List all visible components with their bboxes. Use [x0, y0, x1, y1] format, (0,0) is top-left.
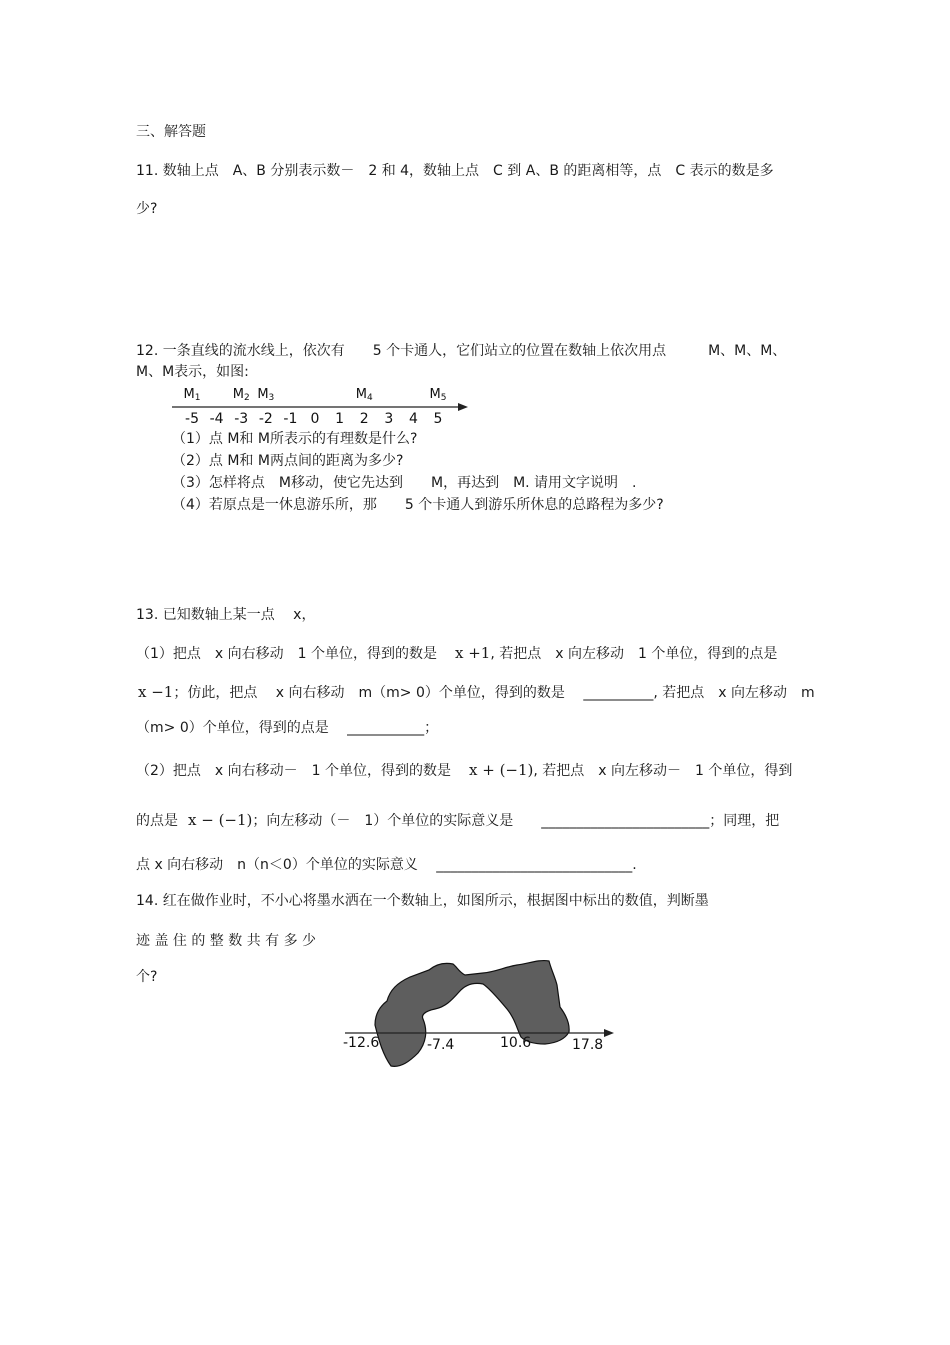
q14-line3: 个?	[136, 969, 158, 985]
q13-line6	[136, 811, 779, 830]
q11-line1: 11. 数轴上点 A、B 分别表示数－ 2 和 4，数轴上点 C 到 A、B 的距离相等，点 C 表示的数是多	[136, 163, 774, 179]
q13-line4: （m> 0）个单位，得到的点是 ___________；	[136, 720, 439, 736]
tick-label: 2	[359, 411, 369, 427]
point-label-m4: M4	[355, 387, 373, 403]
q14-ink-figure	[335, 955, 625, 1075]
q13-line5	[136, 761, 792, 780]
q14-axis-arrow-icon	[604, 1029, 614, 1037]
q14-label: 17.8	[572, 1037, 604, 1053]
q13-line7: 点 x 向右移动 n（n＜0）个单位的实际意义 ____________________________.	[136, 857, 637, 873]
section-title: 三、解答题	[136, 124, 206, 140]
q13-math-x-minus-1: x −1	[138, 683, 174, 701]
q14-label: -12.6	[343, 1035, 380, 1051]
tick-label: 5	[433, 411, 443, 427]
point-label-m5: M5	[429, 387, 447, 403]
q12-sub1: （1）点 M和 M所表示的有理数是什么?	[172, 431, 418, 447]
point-label-m3: M3	[257, 387, 275, 403]
q13-text: （1）把点 x 向右移动 1 个单位，得到的数是	[136, 646, 437, 662]
q13-line1: 13. 已知数轴上某一点 x，	[136, 607, 316, 623]
q12-sub3: （3）怎样将点 M移动，使它先达到 M，再达到 M. 请用文字说明 .	[172, 475, 637, 491]
tick-label: 4	[408, 411, 418, 427]
q13-math-x-plus-neg1: x + (−1)	[469, 761, 534, 779]
q14-line1: 14. 红在做作业时，不小心将墨水洒在一个数轴上，如图所示，根据图中标出的数值，判断墨	[136, 893, 709, 909]
q13-text: 的点是	[136, 813, 178, 829]
q12-line2: M、M表示，如图:	[136, 364, 249, 380]
tick-label: -1	[283, 411, 298, 427]
q13-text: ；仿此，把点 x 向右移动 m（m> 0）个单位，得到的数是 __________, 若把点 x 向左移动 m	[173, 685, 815, 701]
tick-label: -2	[258, 411, 273, 427]
tick-label: 0	[310, 411, 320, 427]
tick-label: -3	[234, 411, 249, 427]
q14-label: 10.6	[500, 1035, 532, 1051]
q12-sub2: （2）点 M和 M两点间的距离为多少?	[172, 453, 404, 469]
tick-label: -5	[185, 411, 199, 427]
q12-sub4: （4）若原点是一休息游乐所，那 5 个卡通人到游乐所休息的总路程为多少?	[172, 497, 664, 513]
q13-line2	[136, 644, 777, 663]
tick-label: 1	[335, 411, 345, 427]
q11-line2: 少?	[136, 201, 158, 217]
tick-label: 3	[384, 411, 394, 427]
q12-line1: 12. 一条直线的流水线上，依次有 5 个卡通人，它们站立的位置在数轴上依次用点 M、M、M、	[136, 343, 787, 359]
q14-label: -7.4	[427, 1037, 455, 1053]
tick-label: -4	[209, 411, 224, 427]
q12-number-line	[170, 382, 480, 430]
q13-math-x-minus-neg1: x − (−1)	[188, 811, 253, 829]
point-label-m1: M1	[183, 387, 201, 403]
q13-text: （2）把点 x 向右移动－ 1 个单位，得到的数是	[136, 763, 451, 779]
ink-blot	[375, 961, 569, 1067]
point-label-m2: M2	[232, 387, 250, 403]
q13-text: , 若把点 x 向左移动 1 个单位，得到的点是	[490, 646, 778, 662]
q13-text: , 若把点 x 向左移动－ 1 个单位，得到	[533, 763, 793, 779]
q13-text: ；向左移动（－ 1）个单位的实际意义是 ________________________；同理，把	[252, 813, 780, 829]
axis-arrow-icon	[458, 403, 468, 411]
q14-line2: 迹 盖 住 的 整 数 共 有 多 少	[136, 933, 317, 949]
q13-line3	[138, 683, 815, 702]
q13-math-x-plus-1: x +1	[455, 644, 491, 662]
